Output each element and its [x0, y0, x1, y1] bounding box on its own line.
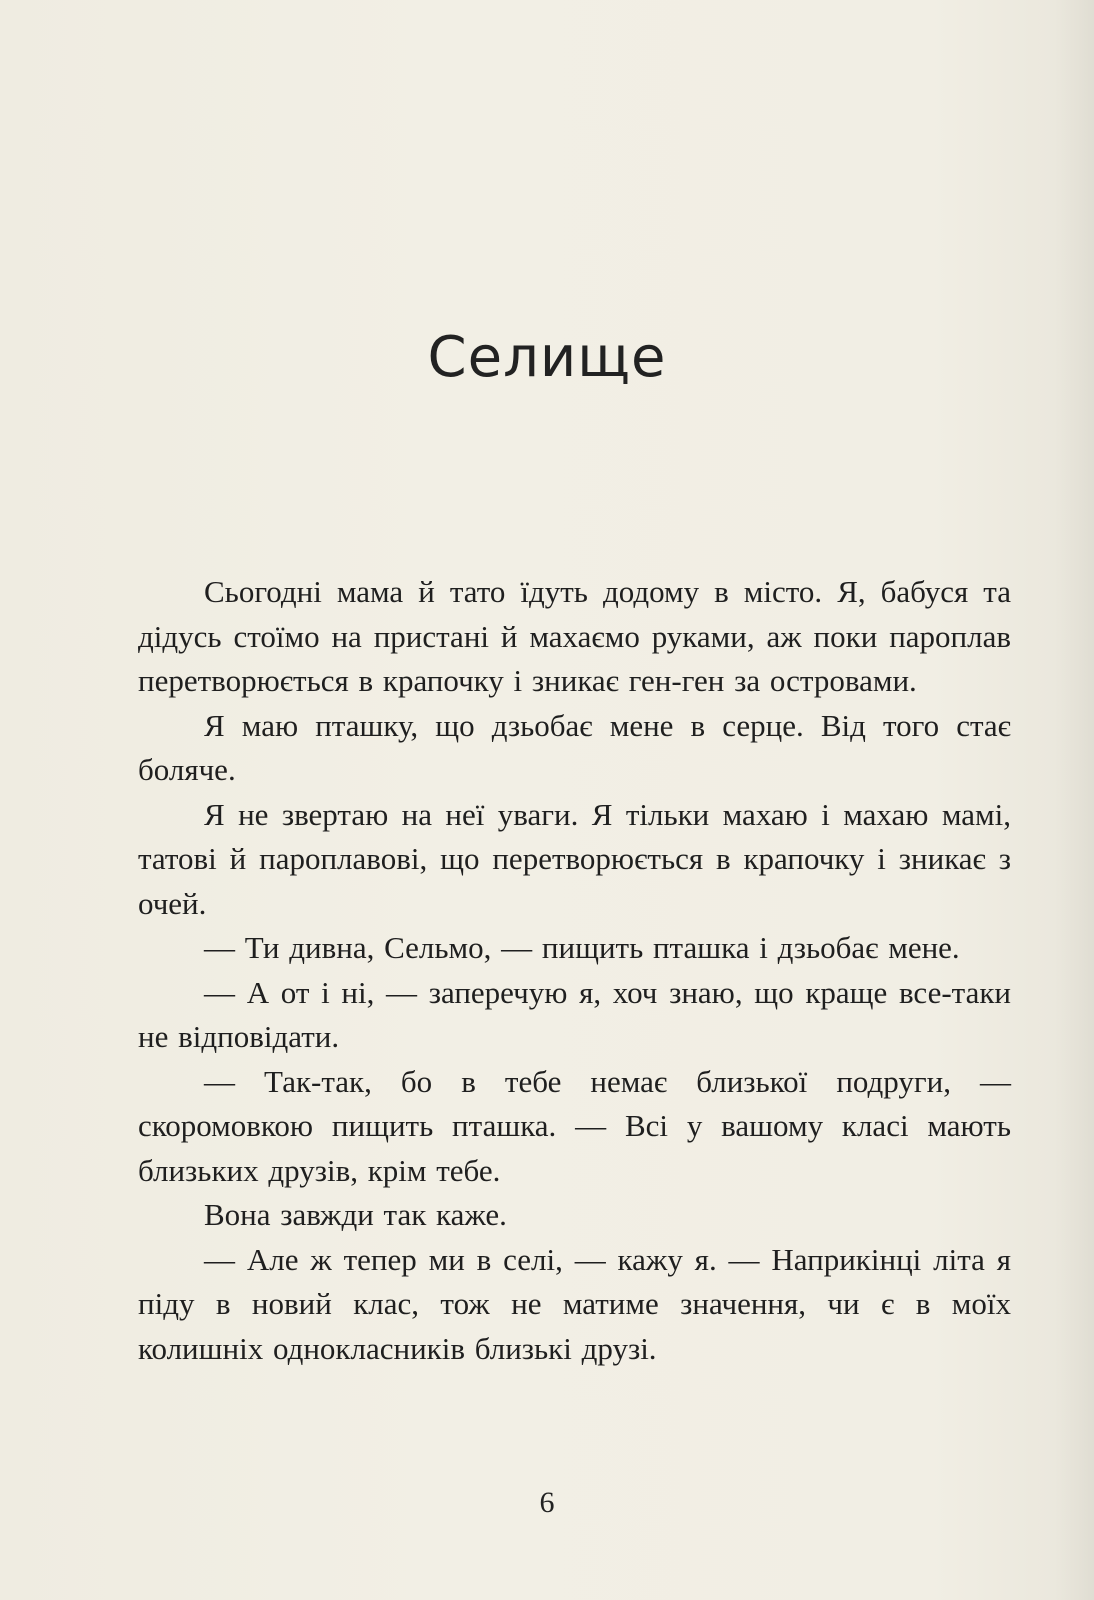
paragraph-2: Я маю пташку, що дзьобає мене в серце. Від того стає боляче. — [138, 707, 1011, 787]
paragraph-4: — Ти дивна, Сельмо, — пищить пташка і дзьобає мене. — [204, 930, 960, 965]
paragraph-1: Сьогодні мама й тато їдуть додому в місто. Я, бабуся та дідусь стоїмо на пристані й махаємо руками, аж поки пароплав перетворюється в крапочку і зникає ген-ген за островами. — [138, 574, 1011, 698]
paragraph-8: — Але ж тепер ми в селі, — кажу я. — Наприкінці літа я піду в новий клас, тож не матиме значення, чи є в моїх колишніх однокласників близькі друзі. — [138, 1241, 1011, 1366]
paragraph-5: — А от і ні, — заперечую я, хоч знаю, що краще все-таки не відповідати. — [138, 974, 1011, 1054]
page-number: 6 — [539, 1486, 555, 1519]
paragraph-6: — Так-так, бо в тебе немає близької подруги, — скоромовкою пищить пташка. — Всі у вашому класі мають близьких друзів, крім тебе. — [138, 1063, 1011, 1188]
page-edge-shadow — [1054, 0, 1094, 1600]
body-text — [138, 570, 1011, 1371]
chapter-title: Селище — [427, 325, 667, 390]
paragraph-3: Я не звертаю на неї уваги. Я тільки махаю і махаю мамі, татові й пароплавові, що перетворюється в крапочку і зникає з очей. — [138, 796, 1011, 921]
paragraph-7: Вона завжди так каже. — [204, 1197, 507, 1232]
